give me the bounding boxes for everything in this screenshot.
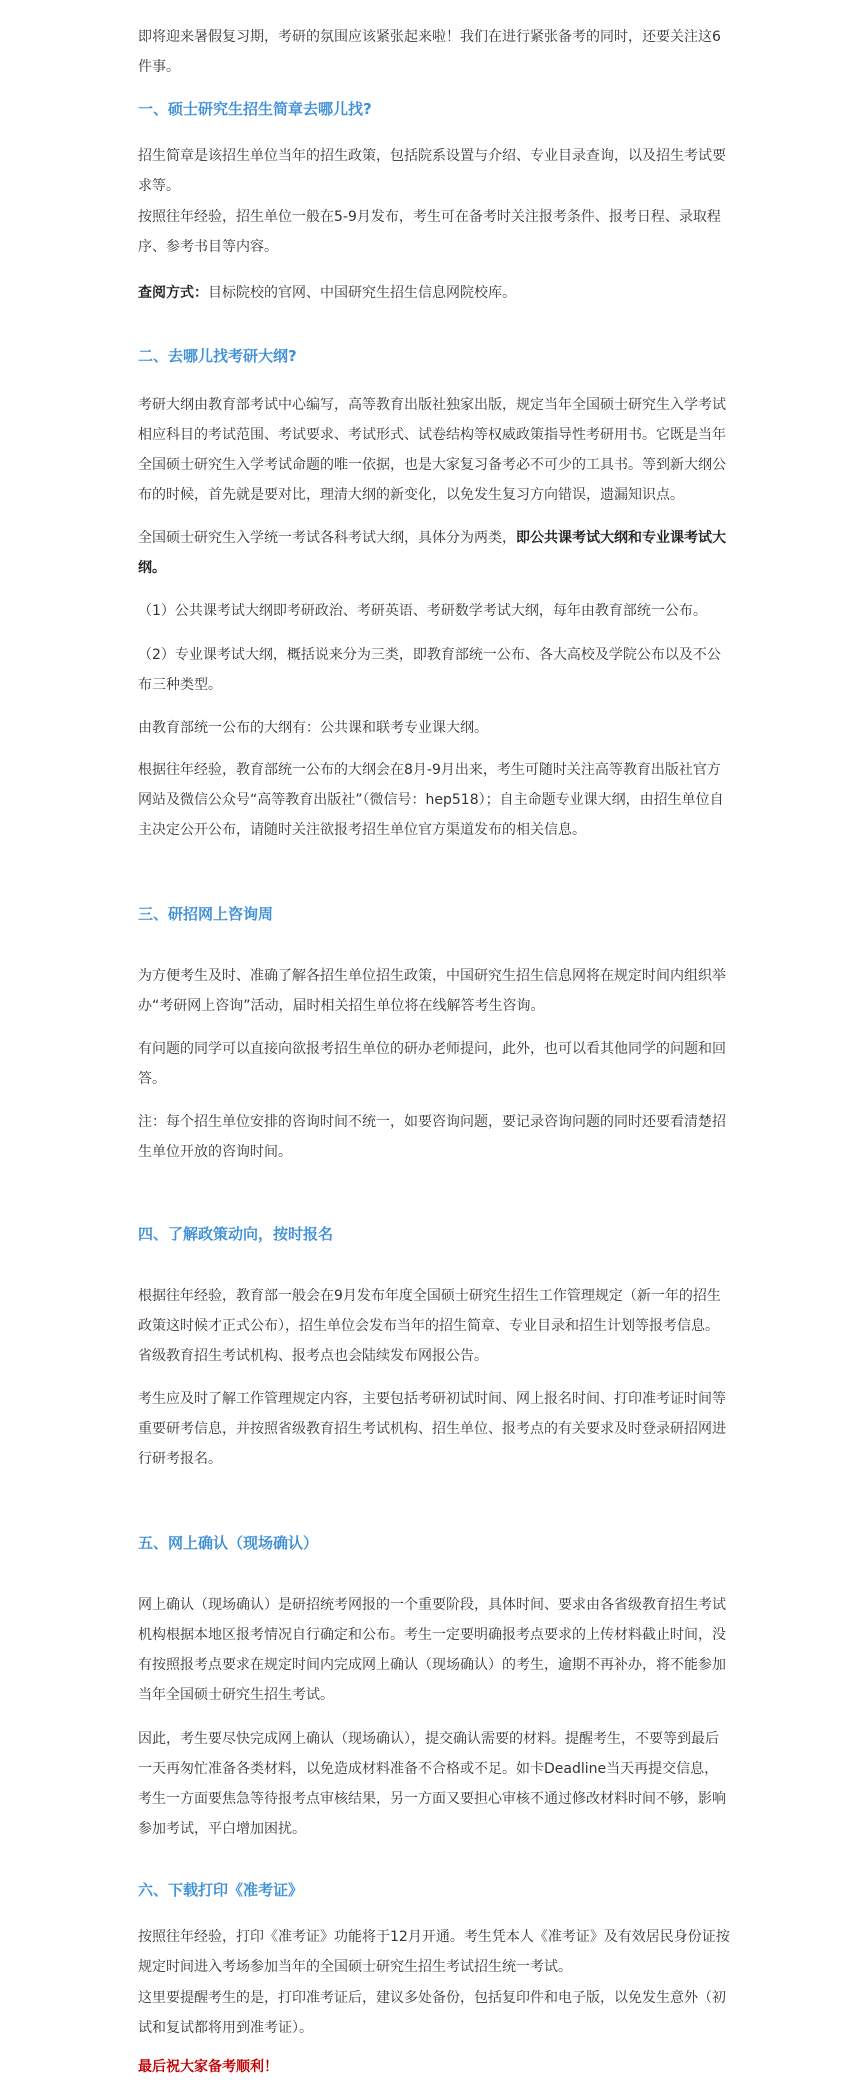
section-1-lookup: [138, 278, 730, 308]
section-2-paragraph-4: （2）专业课考试大纲，概括说来分为三类，即教育部统一公布、各大高校及学院公布以及不公布三种类型。: [138, 647, 721, 693]
section-2-paragraph-2-bold: 即公共课考试大纲和专业课考试大纲。: [138, 530, 726, 576]
section-6-heading: 六、下载打印《准考证》: [138, 1881, 304, 1899]
section-3-paragraph-3: 注：每个招生单位安排的咨询时间不统一，如要咨询问题，要记录咨询问题的同时还要看清楚招生单位开放的咨询时间。: [138, 1114, 726, 1160]
section-2-paragraph-2: [138, 523, 730, 583]
section-3-paragraph-1: 为方便考生及时、准确了解各招生单位招生政策，中国研究生招生信息网将在规定时间内组织举办“考研网上咨询”活动，届时相关招生单位将在线解答考生咨询。: [138, 968, 726, 1014]
section-2-heading: 二、去哪儿找考研大纲?: [138, 347, 297, 365]
section-3-paragraph-2: 有问题的同学可以直接向欲报考招生单位的研办老师提问，此外，也可以看其他同学的问题和回答。: [138, 1041, 726, 1087]
section-1-heading: 一、硕士研究生招生简章去哪儿找?: [138, 100, 372, 118]
section-6-paragraph-2: 这里要提醒考生的是，打印准考证后，建议多处备份，包括复印件和电子版，以免发生意外（初试和复试都将用到准考证）。: [138, 1990, 726, 2036]
section-4-paragraph-2: 考生应及时了解工作管理规定内容，主要包括考研初试时间、网上报名时间、打印准考证时间等重要研考信息，并按照省级教育招生考试机构、招生单位、报考点的有关要求及时登录研招网进行研考报名。: [138, 1391, 726, 1467]
section-6-paragraph-1: 按照往年经验，打印《准考证》功能将于12月开通。考生凭本人《准考证》及有效居民身份证按规定时间进入考场参加当年的全国硕士研究生招生考试招生统一考试。: [138, 1929, 730, 1975]
section-4-heading: 四、了解政策动向，按时报名: [138, 1225, 334, 1243]
section-4-paragraph-1: 根据往年经验，教育部一般会在9月发布年度全国硕士研究生招生工作管理规定（新一年的招生政策这时候才正式公布），招生单位会发布当年的招生简章、专业目录和招生计划等报考信息。省级教育招生考试机构、报考点也会陆续发布网报公告。: [138, 1288, 721, 1364]
section-1-lookup-text: 目标院校的官网、中国研究生招生信息网院校库。: [208, 285, 516, 301]
closing-wish: 最后祝大家备考顺利！: [138, 2059, 278, 2075]
section-5-paragraph-1: 网上确认（现场确认）是研招统考网报的一个重要阶段，具体时间、要求由各省级教育招生考试机构根据本地区报考情况自行确定和公布。考生一定要明确报考点要求的上传材料截止时间，没有按照报考点要求在规定时间内完成网上确认（现场确认）的考生，逾期不再补办，将不能参加当年全国硕士研究生招生考试。: [138, 1597, 726, 1703]
section-5-paragraph-2: 因此，考生要尽快完成网上确认（现场确认），提交确认需要的材料。提醒考生，不要等到最后一天再匆忙准备各类材料，以免造成材料准备不合格或不足。如卡Deadline当天再提交信息，考生一方面要焦急等待报考点审核结果，另一方面又要担心审核不通过修改材料时间不够，影响参加考试，平白增加困扰。: [138, 1731, 726, 1837]
section-3-heading: 三、研招网上咨询周: [138, 905, 274, 923]
section-1-lookup-label: 查阅方式：: [138, 285, 208, 301]
section-2-paragraph-5: 由教育部统一公布的大纲有：公共课和联考专业课大纲。: [138, 720, 488, 736]
section-1-paragraph-1: 招生简章是该招生单位当年的招生政策，包括院系设置与介绍、专业目录查询，以及招生考试要求等。: [138, 148, 726, 194]
section-2-paragraph-2-text: 全国硕士研究生入学统一考试各科考试大纲，具体分为两类，: [138, 530, 516, 546]
section-2-paragraph-3: （1）公共课考试大纲即考研政治、考研英语、考研数学考试大纲，每年由教育部统一公布。: [138, 603, 707, 619]
section-2-paragraph-6: 根据往年经验，教育部统一公布的大纲会在8月-9月出来，考生可随时关注高等教育出版社官方网站及微信公众号“高等教育出版社”（微信号：hep518）；自主命题专业课大纲，由招生单位自主决定公开公布，请随时关注欲报考招生单位官方渠道发布的相关信息。: [138, 762, 724, 838]
section-1-paragraph-2: 按照往年经验，招生单位一般在5-9月发布，考生可在备考时关注报考条件、报考日程、录取程序、参考书目等内容。: [138, 209, 721, 255]
section-2-paragraph-1: 考研大纲由教育部考试中心编写，高等教育出版社独家出版，规定当年全国硕士研究生入学考试相应科目的考试范围、考试要求、考试形式、试卷结构等权威政策指导性考研用书。它既是当年全国硕士研究生入学考试命题的唯一依据，也是大家复习备考必不可少的工具书。等到新大纲公布的时候，首先就是要对比，理清大纲的新变化，以免发生复习方向错误，遗漏知识点。: [138, 397, 726, 503]
section-5-heading: 五、网上确认（现场确认）: [138, 1534, 319, 1552]
intro-paragraph: 即将迎来暑假复习期，考研的氛围应该紧张起来啦！我们在进行紧张备考的同时，还要关注这6件事。: [138, 29, 721, 75]
